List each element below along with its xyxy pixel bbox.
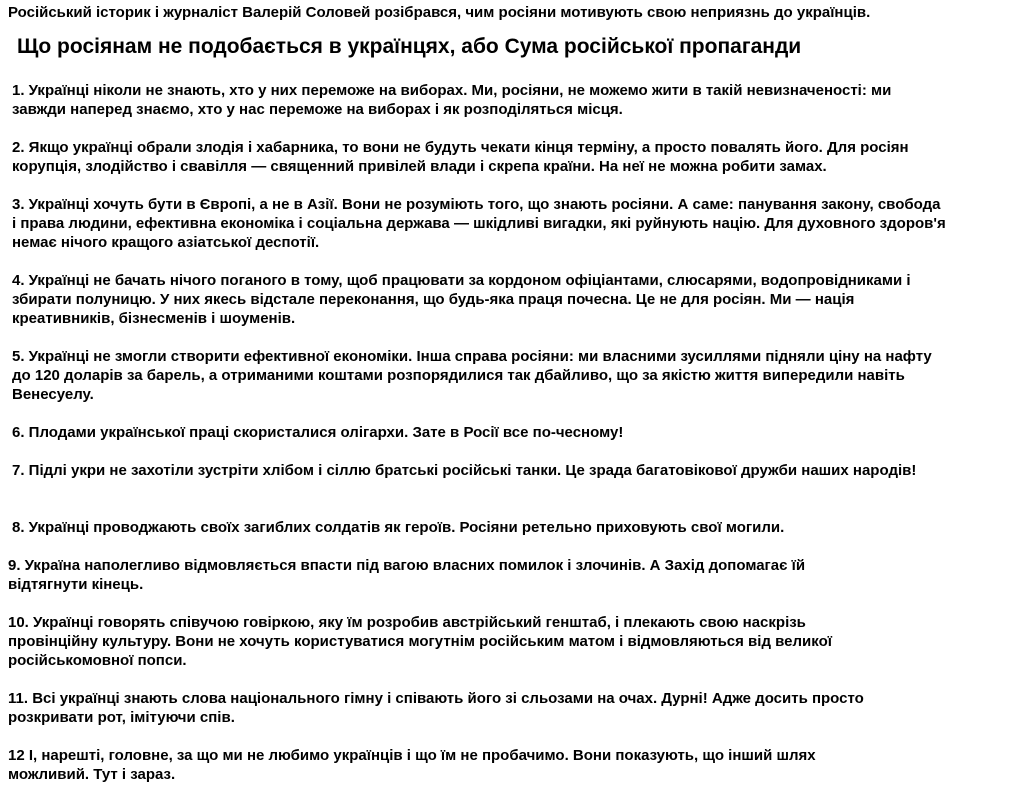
list-item: 1. Українці ніколи не знають, хто у них переможе на виборах. Ми, росіяни, не можемо жити в такій невизначеності: ми завжди наперед знаємо, хто у нас переможе на виборах і як розподіляться місця. (12, 82, 892, 118)
list-item: 7. Підлі укри не захотіли зустріти хлібом і сіллю братські російські танки. Це зрада багатовікової дружби наших народів! (12, 462, 917, 479)
list-item: 8. Українці проводжають своїх загиблих солдатів як героїв. Росіяни ретельно приховують свої могили. (12, 519, 785, 536)
article-intro: Російський історик і журналіст Валерій Соловей розібрався, чим росіяни мотивують свою неприязнь до українців. (8, 4, 871, 21)
list-item: 11. Всі українці знають слова національного гімну і співають його зі сльозами на очах. Дурні! Адже досить просто розкривати рот, імітуючи спів. (8, 690, 864, 726)
list-item: 4. Українці не бачать нічого поганого в тому, щоб працювати за кордоном офіціантами, слюсарями, водопровідниками і збирати полуницю. У них якесь відстале переконання, що будь-яка праця почесна. Це не для росіян. Ми — нація креативників, бізнесменів і шоуменів. (12, 272, 911, 327)
list-item: 2. Якщо українці обрали злодія і хабарника, то вони не будуть чекати кінця терміну, а просто повалять його. Для росіян корупція, злодійство і свавілля — священний привілей влади і скрепа країни. На неї не можна робити замах. (12, 139, 909, 175)
list-item: 6. Плодами української праці скористалися олігархи. Зате в Росії все по-чесному! (12, 424, 624, 441)
list-item: 5. Українці не змогли створити ефективної економіки. Інша справа росіяни: ми власними зусиллями підняли ціну на нафту до 120 доларів за барель, а отриманими коштами розпорядилися так дбайливо, що за якістю життя випередили навіть Венесуелу. (12, 348, 932, 403)
list-item: 3. Українці хочуть бути в Європі, а не в Азії. Вони не розуміють того, що знають росіяни. А саме: панування закону, свобода і права людини, ефективна економіка і соціальна держава — шкідливі вигадки, які руйнують націю. Для духовного здоров'я немає нічого кращого азіатської деспотії. (12, 196, 946, 251)
list-item: 9. Україна наполегливо відмовляється впасти під вагою власних помилок і злочинів. А Захід допомагає їй відтягнути кінець. (8, 557, 806, 593)
list-item: 12 І, нарешті, головне, за що ми не любимо українців і що їм не пробачимо. Вони показують, що інший шлях можливий. Тут і зараз. (8, 747, 816, 783)
list-item: 10. Українці говорять співучою говіркою, яку їм розробив австрійський генштаб, і плекають свою наскрізь провінційну культуру. Вони не хочуть користуватися могутнім російським матом і відмовляються від великої російськомовної попси. (8, 614, 832, 669)
article-headline: Що росіянам не подобається в українцях, або Сума російської пропаганди (17, 35, 802, 58)
